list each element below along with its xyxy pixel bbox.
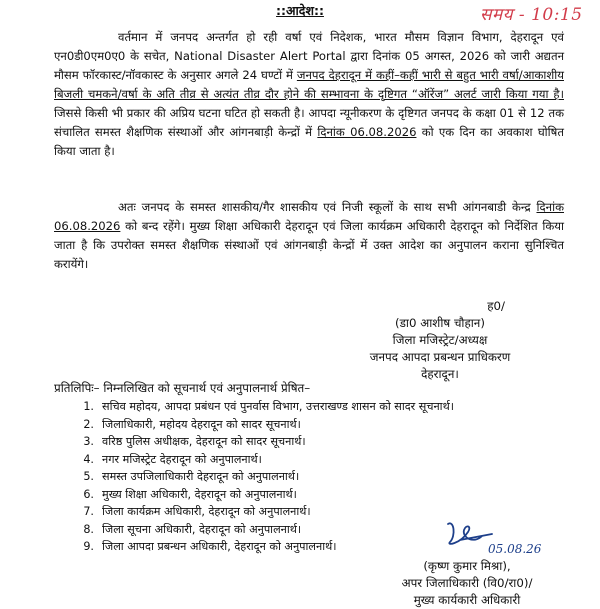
magistrate-signature-block xyxy=(345,298,535,383)
copy-to-item-text: सचिव महोदय, आपदा प्रबंधन एवं पुनर्वास विभाग, उत्तराखण्ड शासन को सादर सूचनार्थ। xyxy=(102,400,454,413)
order-paragraph-1 xyxy=(54,28,564,161)
authority-location: देहरादून। xyxy=(421,367,459,381)
copy-to-item-number: 5. xyxy=(83,470,94,483)
copy-to-item-text: जिला आपदा प्रबन्धन अधिकारी, देहरादून को अनुपालनार्थ। xyxy=(102,540,337,553)
copy-to-item xyxy=(72,433,552,451)
copy-to-item xyxy=(72,398,552,416)
copy-to-title: प्रतिलिपिः– निम्नलिखित को सूचनार्थ एवं अनुपालनार्थ प्रेषित– xyxy=(54,381,311,395)
para2-text-a: अतः जनपद के समस्त शासकीय/गैर शासकीय एवं निजी स्कूलों के साथ सभी आंगनबाडी केन्द्र xyxy=(118,200,537,214)
handwritten-time: समय - 10:15 xyxy=(480,5,583,25)
copy-to-item-text: जिला सूचना अधिकारी, देहरादून को अनुपालनार्थ। xyxy=(102,522,302,536)
signature-date: 05.08.26 xyxy=(488,542,542,556)
adm-name: (कृष्ण कुमार मिश्रा), xyxy=(423,559,511,573)
para1-text-b: जिससे किसी भी प्रकार की अप्रिय घटना घटित हो सकती है। आपदा न्यूनीकरण के दृष्टिगत जनपद के कक्षा 01 से 12 तक संचालित समस्त शैक्षणिक संस्थाओं और आंगनबाड़ी केन्द्रों में xyxy=(54,106,564,139)
copy-to-item xyxy=(72,468,552,486)
magistrate-title: जिला मजिस्ट्रेट/अध्यक्ष xyxy=(392,333,488,347)
copy-to-item-text: वरिष्ठ पुलिस अधीक्षक, देहरादून को सादर सूचनार्थ। xyxy=(102,435,306,448)
para1-alert-text: जनपद देहरादून में कहीं–कहीं भारी से बहुत भारी वर्षा/आकाशीय बिजली चमकने/वर्षा के अति तीव्र से अत्यंत तीव्र दौर होने की सम्भावना के दृष्टिगत “ऑरेंज” अलर्ट जारी किया गया है। xyxy=(54,68,564,101)
copy-to-item-number: 3. xyxy=(83,435,94,448)
para2-text-b: को बन्द रहेंगे। मुख्य शिक्षा अधिकारी देहरादून एवं जिला कार्यक्रम अधिकारी देहरादून को निर्देशित किया जाता है कि उपरोक्त समस्त शैक्षणिक संस्थाओं एवं आंगनबाड़ी केन्द्रों में उक्त आदेश का अनुपालन कराना सुनिश्चित करायेंगे। xyxy=(54,219,564,271)
copy-to-item-text: समस्त उपजिलाधिकारी देहरादून को अनुपालनार्थ। xyxy=(102,470,300,483)
adm-signature-block xyxy=(372,558,562,609)
copy-to-item-text: जिलाधिकारी, महोदय देहरादून को सादर सूचनार्थ। xyxy=(102,417,301,431)
copy-to-item-text: जिला कार्यक्रम अधिकारी, देहरादून को अनुपालनार्थ। xyxy=(102,505,311,518)
copy-to-item-number: 7. xyxy=(83,505,94,518)
copy-to-item-number: 9. xyxy=(83,540,94,553)
copy-to-item-number: 4. xyxy=(83,452,94,466)
copy-to-item xyxy=(72,451,552,469)
copy-to-item-number: 1. xyxy=(83,400,94,413)
adm-title: अपर जिलाधिकारी (वि0/रा0)/ xyxy=(401,576,533,590)
para1-holiday-date: दिनांक 06.08.2026 xyxy=(317,125,417,139)
copy-to-item-number: 2. xyxy=(83,417,94,431)
order-heading-text: ::आदेश:: xyxy=(276,3,324,18)
copy-to-item-number: 6. xyxy=(83,487,94,501)
order-paragraph-2 xyxy=(54,198,564,274)
copy-to-item-text: मुख्य शिक्षा अधिकारी, देहरादून को अनुपालनार्थ। xyxy=(102,487,297,501)
para1-text-a: वर्तमान में जनपद अन्तर्गत हो रही वर्षा एवं निदेशक, भारत मौसम विज्ञान विभाग, देहरादून एवं एन0डी0एम0ए0 के सचेत, National Disaster Alert Portal द्वारा दिनांक 05 अगस्त, 2026 को जारी अद्यतन मौसम फॉरकास्ट/नॉवकास्ट के अनुसार अगले 24 घण्टों में xyxy=(54,30,564,82)
copy-to-item xyxy=(72,486,552,504)
adm-subtitle: मुख्य कार्यकारी अधिकारी xyxy=(413,593,521,607)
copy-to-item xyxy=(72,416,552,434)
para1-text-c: को एक दिन का अवकाश घोषित किया जाता है। xyxy=(54,125,564,158)
para2-closure-date: दिनांक 06.08.2026 xyxy=(54,200,564,233)
copy-to-item-text: नगर मजिस्ट्रेट देहरादून को अनुपालनार्थ। xyxy=(102,452,262,466)
copy-to-item-number: 8. xyxy=(83,522,94,536)
authority-name: जनपद आपदा प्रबन्धन प्राधिकरण xyxy=(369,350,511,364)
magistrate-name: (डा0 आशीष चौहान) xyxy=(395,316,485,330)
signature-initial: ह0/ xyxy=(487,299,505,313)
